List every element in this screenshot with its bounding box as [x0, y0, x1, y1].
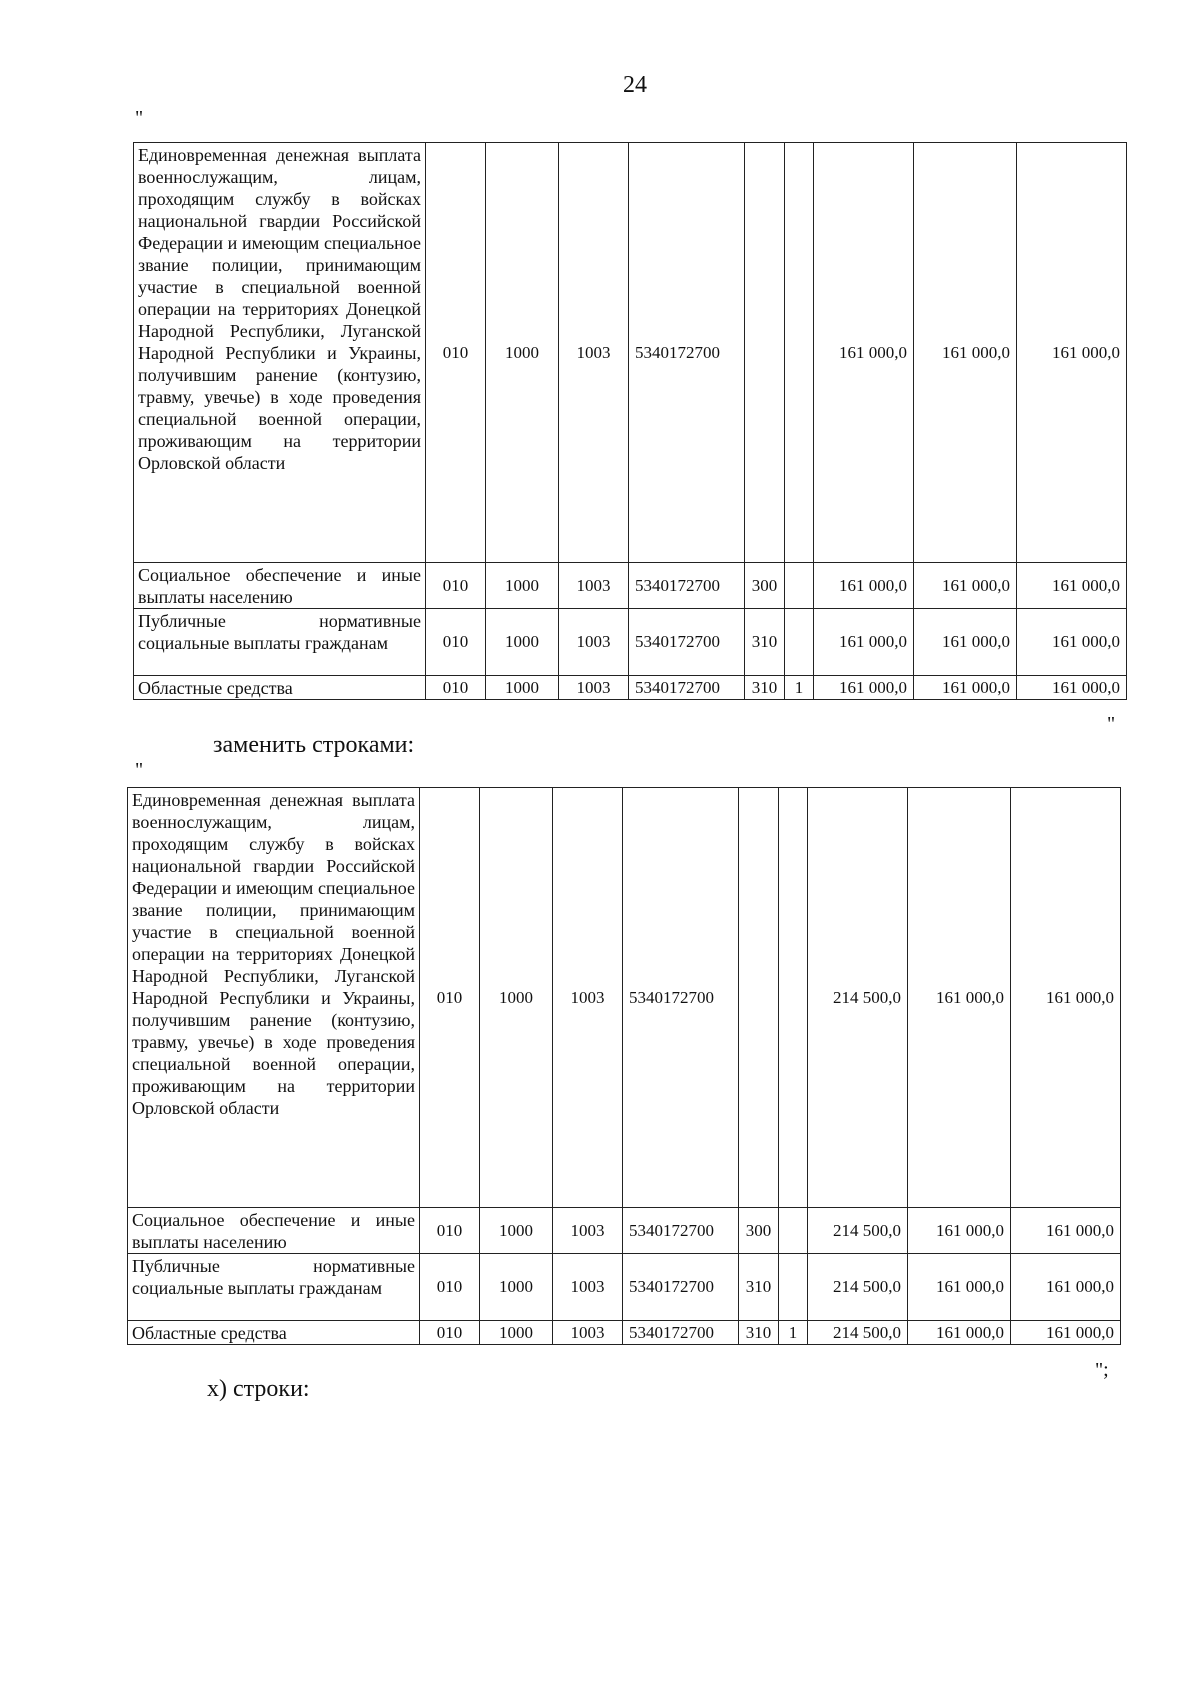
code-section: 1000 — [480, 788, 553, 1208]
code-target-article: 5340172700 — [629, 143, 745, 563]
replace-with-rows-text: заменить строками: — [213, 732, 415, 758]
amount-year-1: 214 500,0 — [808, 1321, 908, 1345]
amount-year-2: 161 000,0 — [908, 1208, 1011, 1254]
code-subsection: 1003 — [559, 676, 629, 700]
amount-year-2: 161 000,0 — [914, 143, 1017, 563]
opening-quote-1: " — [135, 107, 144, 129]
code-target-article: 5340172700 — [623, 788, 739, 1208]
table-row — [128, 1254, 1121, 1321]
amount-year-3: 161 000,0 — [1011, 1254, 1121, 1321]
code-section: 1000 — [480, 1254, 553, 1321]
amount-year-3: 161 000,0 — [1017, 676, 1127, 700]
code-expense-type: 300 — [745, 563, 785, 609]
code-section: 1000 — [486, 676, 559, 700]
code-funding-source — [779, 788, 808, 1208]
code-section: 1000 — [486, 609, 559, 676]
code-target-article: 5340172700 — [623, 1321, 739, 1345]
next-item-text: х) строки: — [207, 1376, 310, 1402]
amount-year-3: 161 000,0 — [1017, 609, 1127, 676]
amount-year-2: 161 000,0 — [914, 609, 1017, 676]
table-row — [134, 143, 1127, 563]
code-ministry: 010 — [426, 563, 486, 609]
code-target-article: 5340172700 — [623, 1208, 739, 1254]
opening-quote-2: " — [135, 759, 144, 781]
budget-table-original — [133, 142, 1127, 700]
closing-quote-1: " — [1107, 713, 1116, 735]
amount-year-3: 161 000,0 — [1011, 788, 1121, 1208]
code-section: 1000 — [480, 1208, 553, 1254]
amount-year-3: 161 000,0 — [1011, 1208, 1121, 1254]
table-row — [128, 788, 1121, 1208]
code-ministry: 010 — [426, 609, 486, 676]
code-section: 1000 — [486, 143, 559, 563]
code-ministry: 010 — [420, 1321, 480, 1345]
code-funding-source — [779, 1254, 808, 1321]
code-expense-type — [739, 788, 779, 1208]
table-row — [134, 563, 1127, 609]
code-funding-source — [785, 609, 814, 676]
code-subsection: 1003 — [553, 1254, 623, 1321]
code-target-article: 5340172700 — [629, 609, 745, 676]
code-subsection: 1003 — [559, 609, 629, 676]
amount-year-2: 161 000,0 — [908, 788, 1011, 1208]
amount-year-1: 161 000,0 — [814, 143, 914, 563]
row-name: Единовременная денежная выплата военнослужащим, лицам, проходящим службу в войсках национальной гвардии Российской Федерации и имеющим специальное звание полиции, принимающим участие в специальной военной операции на территориях Донецкой Народной Республики, Луганской Народной Республики и Украины, получившим ранение (контузию, травму, увечье) в ходе проведения специальной военной операции, проживающим на территории Орловской области — [128, 788, 420, 1208]
code-expense-type: 310 — [739, 1254, 779, 1321]
code-expense-type: 300 — [739, 1208, 779, 1254]
amount-year-1: 214 500,0 — [808, 1208, 908, 1254]
amount-year-3: 161 000,0 — [1017, 563, 1127, 609]
code-target-article: 5340172700 — [629, 676, 745, 700]
code-ministry: 010 — [426, 143, 486, 563]
budget-table-replacement — [127, 787, 1121, 1345]
amount-year-1: 161 000,0 — [814, 563, 914, 609]
code-target-article: 5340172700 — [623, 1254, 739, 1321]
code-subsection: 1003 — [553, 1208, 623, 1254]
code-expense-type: 310 — [745, 676, 785, 700]
row-name: Областные средства — [134, 676, 426, 700]
code-subsection: 1003 — [553, 1321, 623, 1345]
code-funding-source — [779, 1208, 808, 1254]
code-subsection: 1003 — [559, 143, 629, 563]
amount-year-2: 161 000,0 — [908, 1254, 1011, 1321]
amount-year-1: 214 500,0 — [808, 788, 908, 1208]
code-section: 1000 — [480, 1321, 553, 1345]
amount-year-2: 161 000,0 — [914, 563, 1017, 609]
amount-year-2: 161 000,0 — [908, 1321, 1011, 1345]
amount-year-2: 161 000,0 — [914, 676, 1017, 700]
table-row — [128, 1321, 1121, 1345]
code-expense-type — [745, 143, 785, 563]
amount-year-1: 161 000,0 — [814, 676, 914, 700]
row-name: Единовременная денежная выплата военнослужащим, лицам, проходящим службу в войсках национальной гвардии Российской Федерации и имеющим специальное звание полиции, принимающим участие в специальной военной операции на территориях Донецкой Народной Республики, Луганской Народной Республики и Украины, получившим ранение (контузию, травму, увечье) в ходе проведения специальной военной операции, проживающим на территории Орловской области — [134, 143, 426, 563]
table-row — [128, 1208, 1121, 1254]
code-expense-type: 310 — [739, 1321, 779, 1345]
code-subsection: 1003 — [553, 788, 623, 1208]
page-number: 24 — [623, 72, 647, 98]
amount-year-3: 161 000,0 — [1017, 143, 1127, 563]
row-name: Публичные нормативные социальные выплаты гражданам — [134, 609, 426, 676]
table-row — [134, 609, 1127, 676]
code-funding-source — [785, 143, 814, 563]
row-name: Областные средства — [128, 1321, 420, 1345]
code-ministry: 010 — [420, 1254, 480, 1321]
code-funding-source: 1 — [779, 1321, 808, 1345]
code-ministry: 010 — [426, 676, 486, 700]
code-funding-source — [785, 563, 814, 609]
code-section: 1000 — [486, 563, 559, 609]
amount-year-3: 161 000,0 — [1011, 1321, 1121, 1345]
table-row — [134, 676, 1127, 700]
closing-quote-2: "; — [1095, 1359, 1109, 1381]
code-subsection: 1003 — [559, 563, 629, 609]
row-name: Публичные нормативные социальные выплаты гражданам — [128, 1254, 420, 1321]
row-name: Социальное обеспечение и иные выплаты населению — [128, 1208, 420, 1254]
code-ministry: 010 — [420, 1208, 480, 1254]
code-target-article: 5340172700 — [629, 563, 745, 609]
code-funding-source: 1 — [785, 676, 814, 700]
row-name: Социальное обеспечение и иные выплаты населению — [134, 563, 426, 609]
code-ministry: 010 — [420, 788, 480, 1208]
amount-year-1: 214 500,0 — [808, 1254, 908, 1321]
code-expense-type: 310 — [745, 609, 785, 676]
amount-year-1: 161 000,0 — [814, 609, 914, 676]
